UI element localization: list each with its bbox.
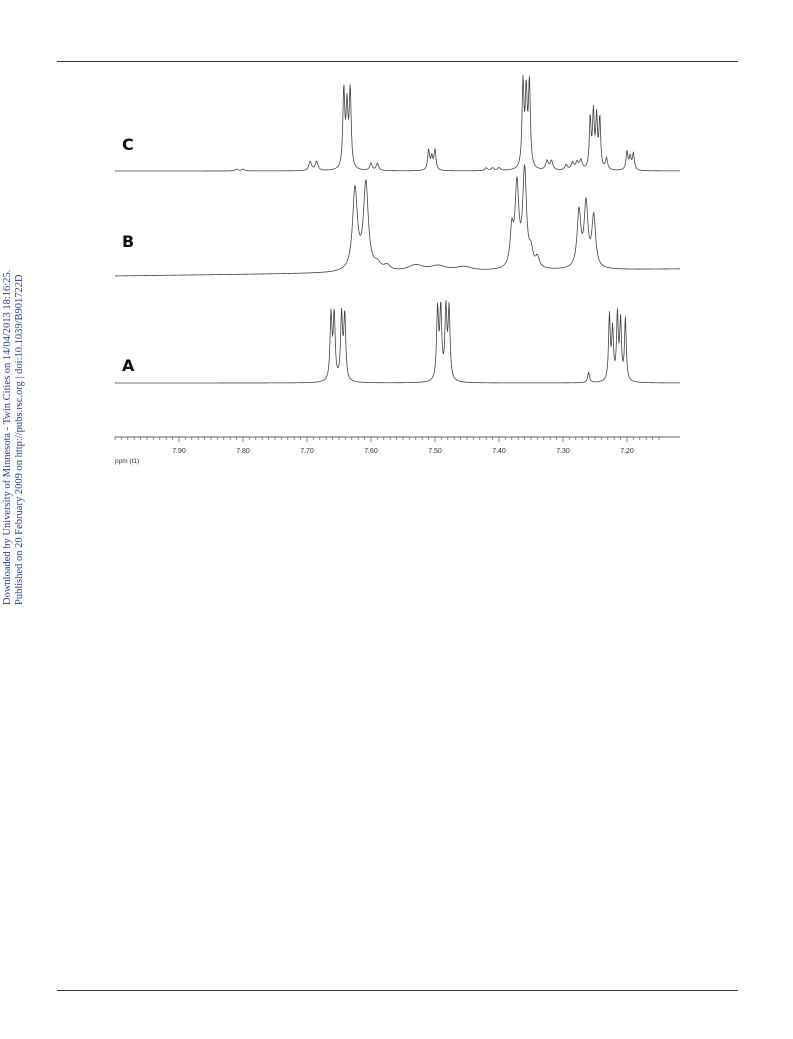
- spectra-layer: [115, 75, 680, 383]
- tick-label: 7.40: [492, 448, 506, 455]
- tick-label: 7.70: [300, 448, 314, 455]
- spectrum-c: [115, 75, 680, 171]
- download-notice-line-2: Published on 20 February 2009 on http://pubs.rsc.org | doi:10.1039/B901722D: [14, 274, 25, 605]
- spectrum-trace-b: [115, 164, 680, 276]
- spectrum-trace-c: [115, 75, 680, 171]
- panel-label-b: B: [122, 232, 135, 251]
- panel-label-c: C: [122, 135, 134, 154]
- spectrum-trace-a: [115, 300, 680, 383]
- tick-label: 7.90: [172, 448, 186, 455]
- spectrum-a: [115, 300, 680, 383]
- tick-label: 7.20: [620, 448, 634, 455]
- ppm-axis: [115, 437, 680, 465]
- spectrum-b: [115, 164, 680, 276]
- tick-label: 7.60: [364, 448, 378, 455]
- tick-label: 7.80: [236, 448, 250, 455]
- panel-label-a: A: [122, 356, 135, 375]
- x-axis-title: ppm (t1): [115, 458, 140, 465]
- download-notice-line-1: Downloaded by University of Minnesota - Twin Cities on 14/04/2013 18:16:25.: [2, 269, 13, 605]
- tick-label: 7.30: [556, 448, 570, 455]
- tick-label: 7.50: [428, 448, 442, 455]
